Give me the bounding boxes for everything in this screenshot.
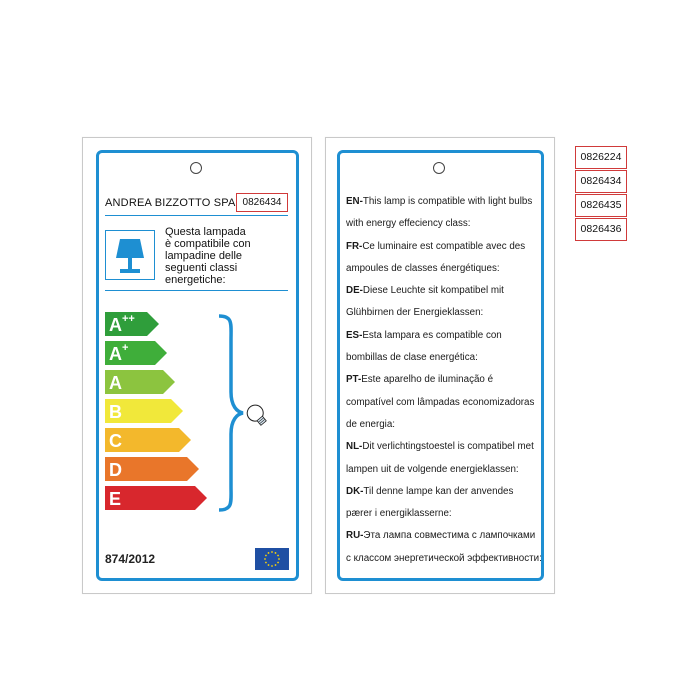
regulation-number: 874/2012: [105, 552, 156, 566]
line-text: с классом энергетической эффективности:: [346, 552, 542, 564]
language-code: EN-: [346, 196, 363, 207]
hang-hole: [433, 162, 445, 174]
energy-class-label: D: [109, 460, 122, 480]
compatibility-line: è compatibile con: [165, 238, 251, 250]
light-bulb-icon: [244, 402, 270, 428]
multilingual-text: [346, 191, 546, 570]
language-code: FR-: [346, 240, 363, 252]
compatibility-text-it: [165, 226, 291, 286]
hang-hole: [190, 162, 202, 174]
text-line: [346, 213, 546, 235]
text-line: [346, 236, 546, 258]
line-text: bombillas de clase energética:: [346, 352, 478, 364]
language-code: PT-: [346, 374, 362, 386]
product-code-item: 0826224: [575, 146, 627, 169]
text-line: [346, 459, 546, 481]
line-text: lampen uit de volgende energieklassen:: [346, 463, 519, 475]
product-code-list: [575, 146, 627, 242]
energy-class-label: C: [109, 431, 122, 451]
energy-class-label: E: [109, 489, 122, 509]
line-text: Diese Leuchte sit kompatibel mit: [362, 285, 504, 297]
text-line: [346, 481, 546, 503]
line-text: Glühbirnen der Energieklassen:: [346, 307, 484, 319]
line-text: Til denne lampe kan der anvendes: [363, 485, 514, 497]
energy-class-arrows: [105, 312, 215, 518]
company-name: ANDREA BIZZOTTO SPA: [105, 197, 236, 209]
line-text: Esta lampara es compatible con: [362, 329, 502, 341]
line-text: Este aparelho de iluminação é: [361, 374, 494, 386]
divider: [105, 215, 288, 216]
line-text: Dit verlichtingstoestel is compatibel met: [362, 441, 534, 453]
compatibility-line: seguenti classi: [165, 262, 238, 274]
text-line: [346, 258, 546, 280]
language-code: NL-: [346, 441, 363, 453]
energy-class-e: [105, 486, 207, 510]
text-line: [346, 191, 546, 213]
energy-class-label: B: [109, 402, 122, 422]
line-text: Ce luminaire est compatible avec des: [362, 240, 526, 252]
energy-label-front: [82, 137, 312, 594]
text-line: [346, 280, 546, 302]
product-code: 0826434: [236, 193, 288, 212]
compatibility-line: energetiche:: [165, 274, 226, 286]
eu-flag-icon: [255, 548, 289, 570]
text-line: [346, 325, 546, 347]
text-line: [346, 392, 546, 414]
product-code-item: 0826436: [575, 218, 627, 241]
line-text: with energy effeciency class:: [346, 218, 471, 230]
line-text: pærer i energiklasserne:: [346, 508, 452, 520]
text-line: [346, 302, 546, 324]
energy-class-a-plus-plus: [105, 312, 159, 336]
language-code: RU-: [346, 530, 364, 542]
text-line: [346, 414, 546, 436]
energy-class-a: [105, 370, 175, 394]
text-line: [346, 369, 546, 391]
text-line: [346, 503, 546, 525]
divider: [105, 290, 288, 291]
energy-class-superscript: ++: [122, 313, 135, 325]
text-line: [346, 347, 546, 369]
energy-class-d: [105, 457, 199, 481]
text-line: [346, 525, 546, 547]
line-text: Эта лампа совместима с лампочками: [363, 530, 536, 542]
product-code-item: 0826435: [575, 194, 627, 217]
product-code-item: 0826434: [575, 170, 627, 193]
compatibility-line: Questa lampada: [165, 226, 246, 238]
line-text: compatível com lâmpadas economizadoras: [346, 396, 535, 408]
energy-class-a-plus: [105, 341, 167, 365]
energy-class-b: [105, 399, 183, 423]
line-text: This lamp is compatible with light bulbs: [362, 196, 533, 207]
energy-class-c: [105, 428, 191, 452]
text-line: [346, 548, 546, 570]
language-code: DK-: [346, 485, 364, 497]
brace: [211, 310, 281, 516]
energy-class-label: A: [109, 373, 122, 393]
lamp-icon: [105, 230, 155, 280]
language-code: ES-: [346, 329, 363, 341]
compatibility-line: lampadine delle: [165, 250, 243, 262]
energy-label-back: [325, 137, 555, 594]
energy-class-label: A: [109, 344, 122, 364]
language-code: DE-: [346, 285, 363, 297]
line-text: de energia:: [346, 418, 396, 430]
line-text: ampoules de classes énergétiques:: [346, 262, 500, 274]
energy-class-superscript: +: [122, 342, 129, 354]
energy-class-label: A: [109, 315, 122, 335]
text-line: [346, 436, 546, 458]
